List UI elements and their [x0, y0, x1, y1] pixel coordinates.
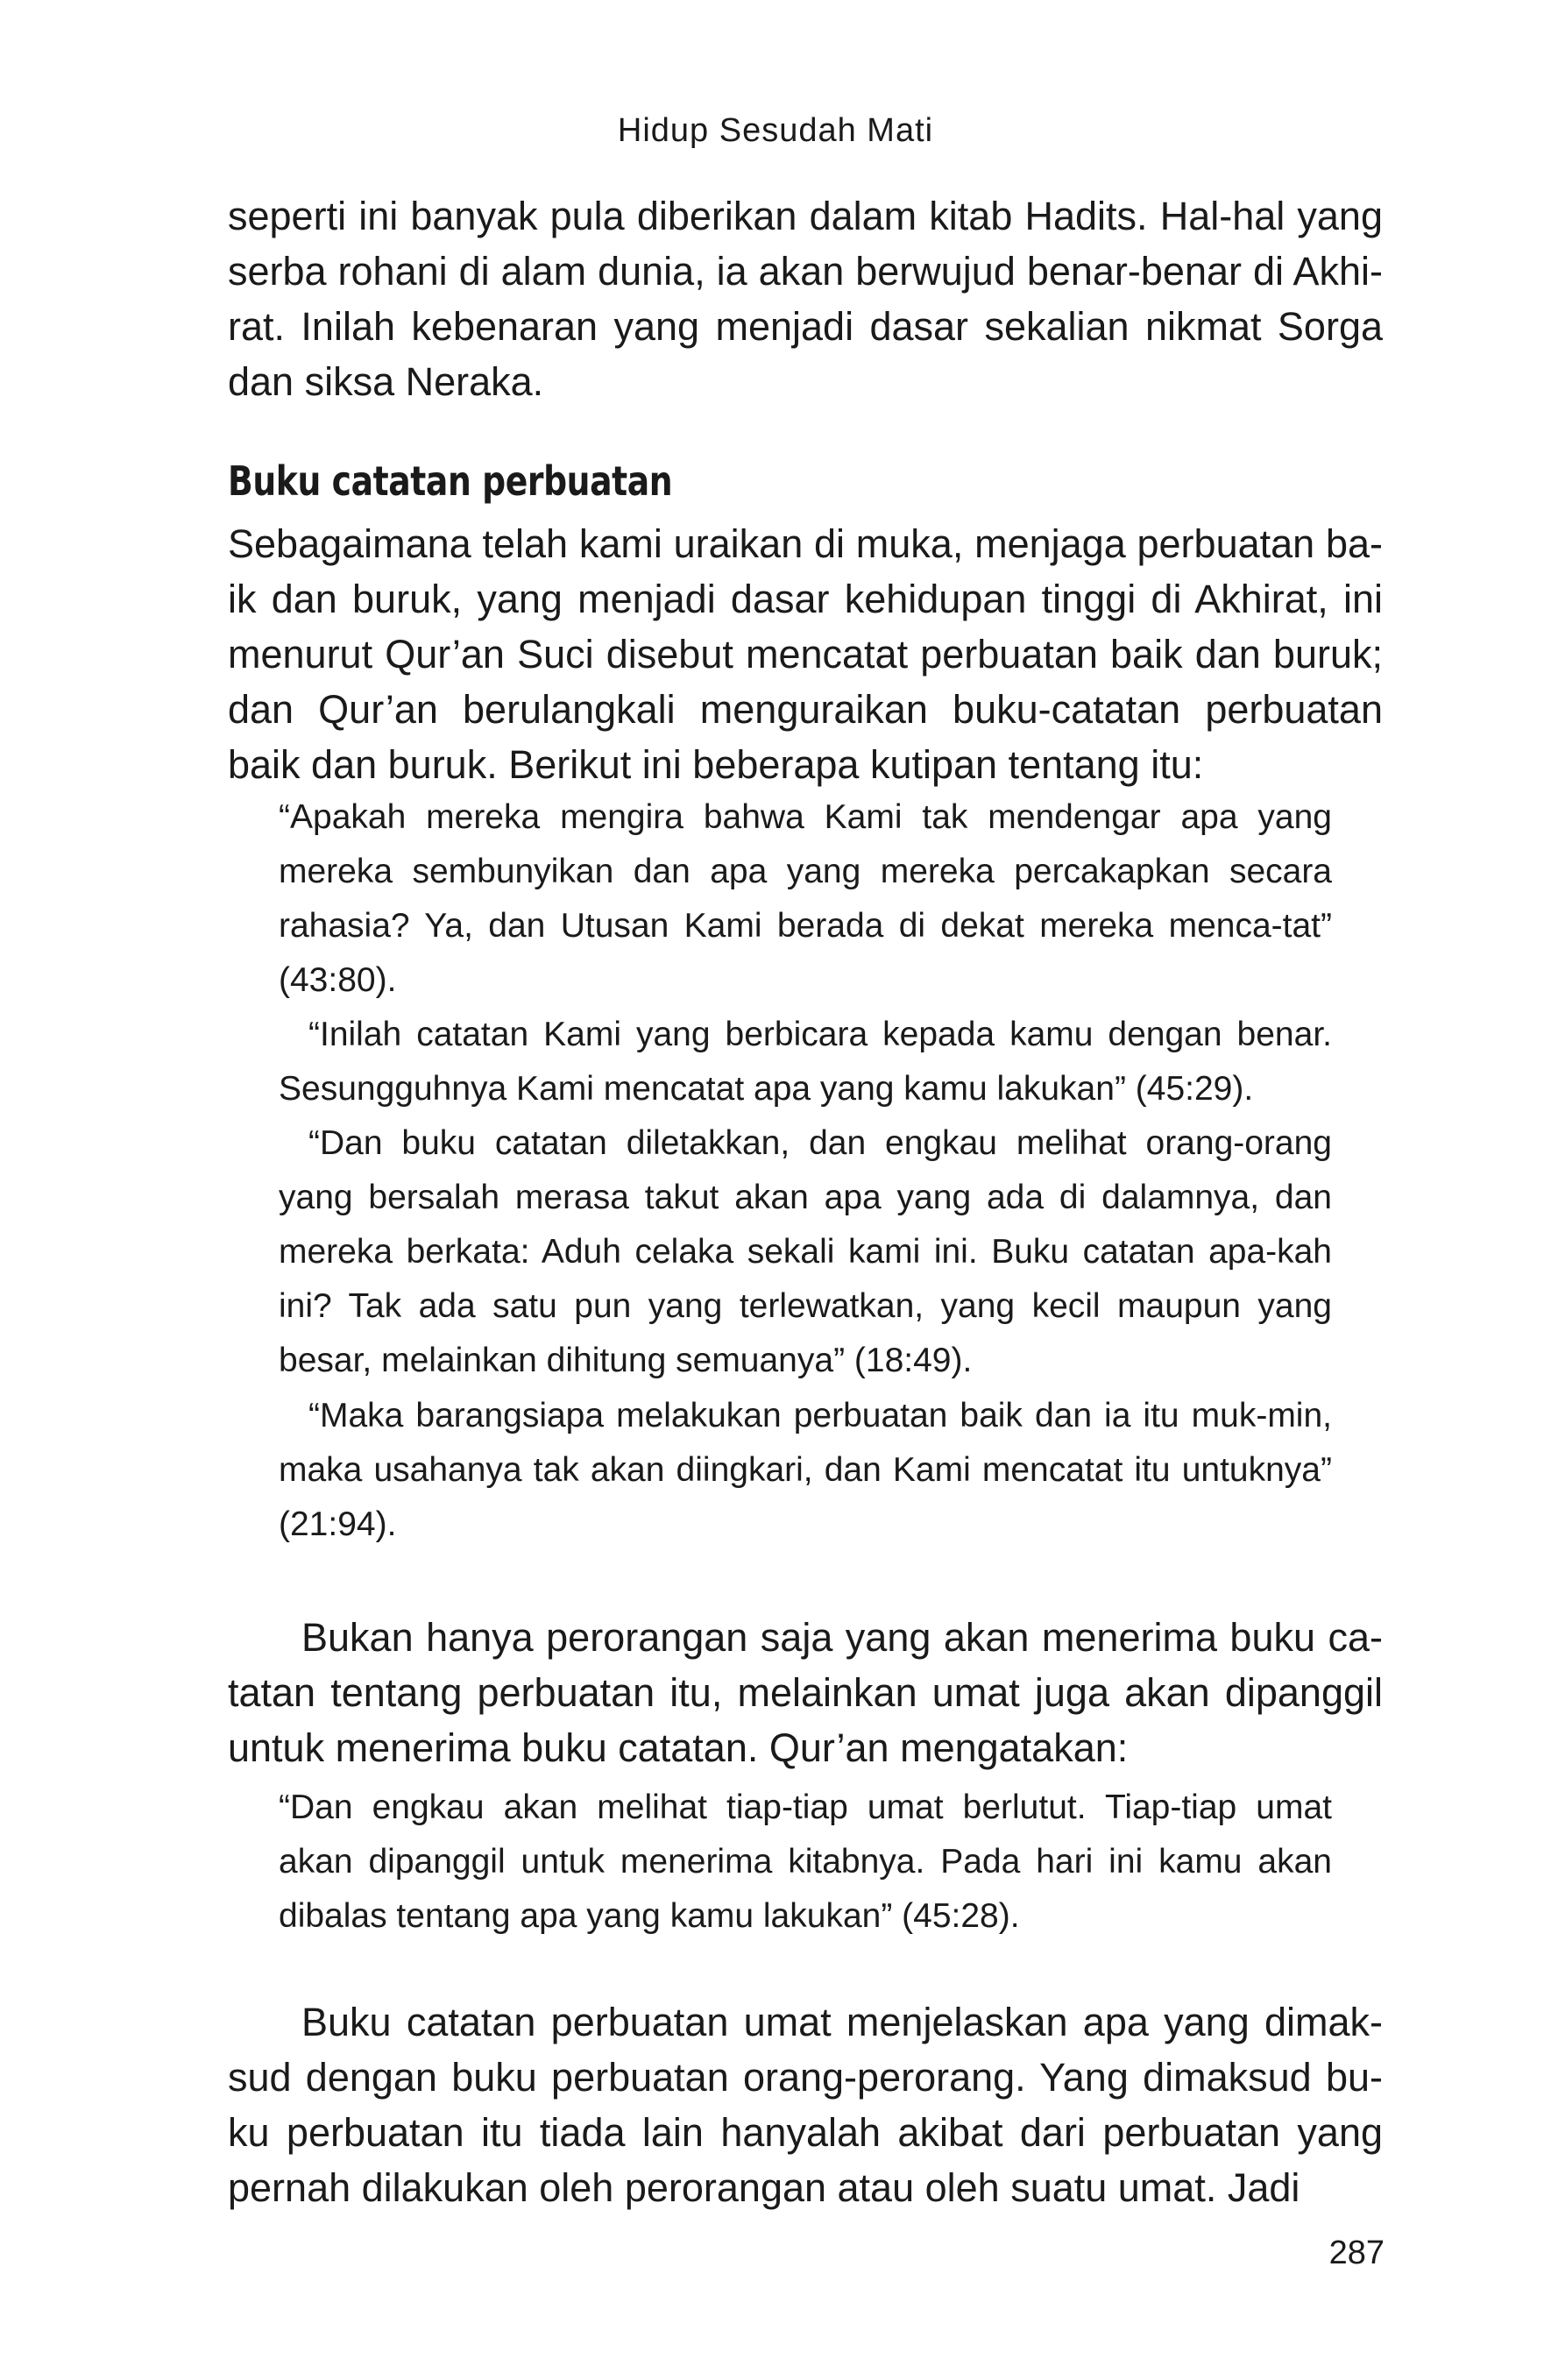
running-head: Hidup Sesudah Mati	[617, 112, 934, 149]
quote-21-94: “Maka barangsiapa melakukan perbuatan baik dan ia itu muk-min, maka usahanya tak akan diingkari, dan Kami mencatat itu untuknya” (21:94).	[279, 1397, 1332, 1543]
quote-45-28: “Dan engkau akan melihat tiap-tiap umat berlutut. Tiap-tiap umat akan dipanggil untuk menerima kitabnya. Pada hari ini kamu akan dibalas tentang apa yang kamu lakukan” (45:28).	[279, 1789, 1332, 1935]
paragraph-intro: Sebagaimana telah kami uraikan di muka, menjaga perbuatan ba-ik dan buruk, yang menjadi dasar kehidupan tinggi di Akhirat, ini menurut Qur’an Suci disebut mencatat perbuatan baik dan buruk; dan Qur’an berulangkali menguraikan buku-catatan perbuatan baik dan buruk. Berikut ini beberapa kutipan tentang itu:	[228, 521, 1383, 787]
paragraph-umat: Bukan hanya perorangan saja yang akan menerima buku ca-tatan tentang perbuatan itu, melainkan umat juga akan dipanggil untuk menerima buku catatan. Qur’an mengatakan:	[228, 1615, 1383, 1770]
quote-18-49: “Dan buku catatan diletakkan, dan engkau melihat orang-orang yang bersalah merasa takut akan apa yang ada di dalamnya, dan mereka berkata: Aduh celaka sekali kami ini. Buku catatan apa-kah ini? Tak ada satu pun yang terlewatkan, yang kecil maupun yang besar, melainkan dihitung semuanya” (18:49).	[279, 1124, 1332, 1379]
quote-43-80: “Apakah mereka mengira bahwa Kami tak mendengar apa yang mereka sembunyikan dan apa yang mereka percakapkan secara rahasia? Ya, dan Utusan Kami berada di dekat mereka menca-tat” (43:80).	[279, 798, 1332, 999]
section-heading: Buku catatan perbuatan	[228, 457, 673, 505]
paragraph-continuation: seperti ini banyak pula diberikan dalam kitab Hadits. Hal-hal yang serba rohani di alam dunia, ia akan berwujud benar-benar di Akhi-rat. Inilah kebenaran yang menjadi dasar sekalian nikmat Sorga dan siksa Neraka.	[228, 194, 1383, 404]
quote-45-29: “Inilah catatan Kami yang berbicara kepada kamu dengan benar. Sesungguhnya Kami mencatat apa yang kamu lakukan” (45:29).	[279, 1016, 1332, 1108]
page-number: 287	[1328, 2235, 1385, 2271]
paragraph-explanation: Buku catatan perbuatan umat menjelaskan apa yang dimak-sud dengan buku perbuatan orang-perorang. Yang dimaksud bu-ku perbuatan itu tiada lain hanyalah akibat dari perbuatan yang pernah dilakukan oleh perorangan atau oleh suatu umat. Jadi	[228, 2000, 1383, 2210]
